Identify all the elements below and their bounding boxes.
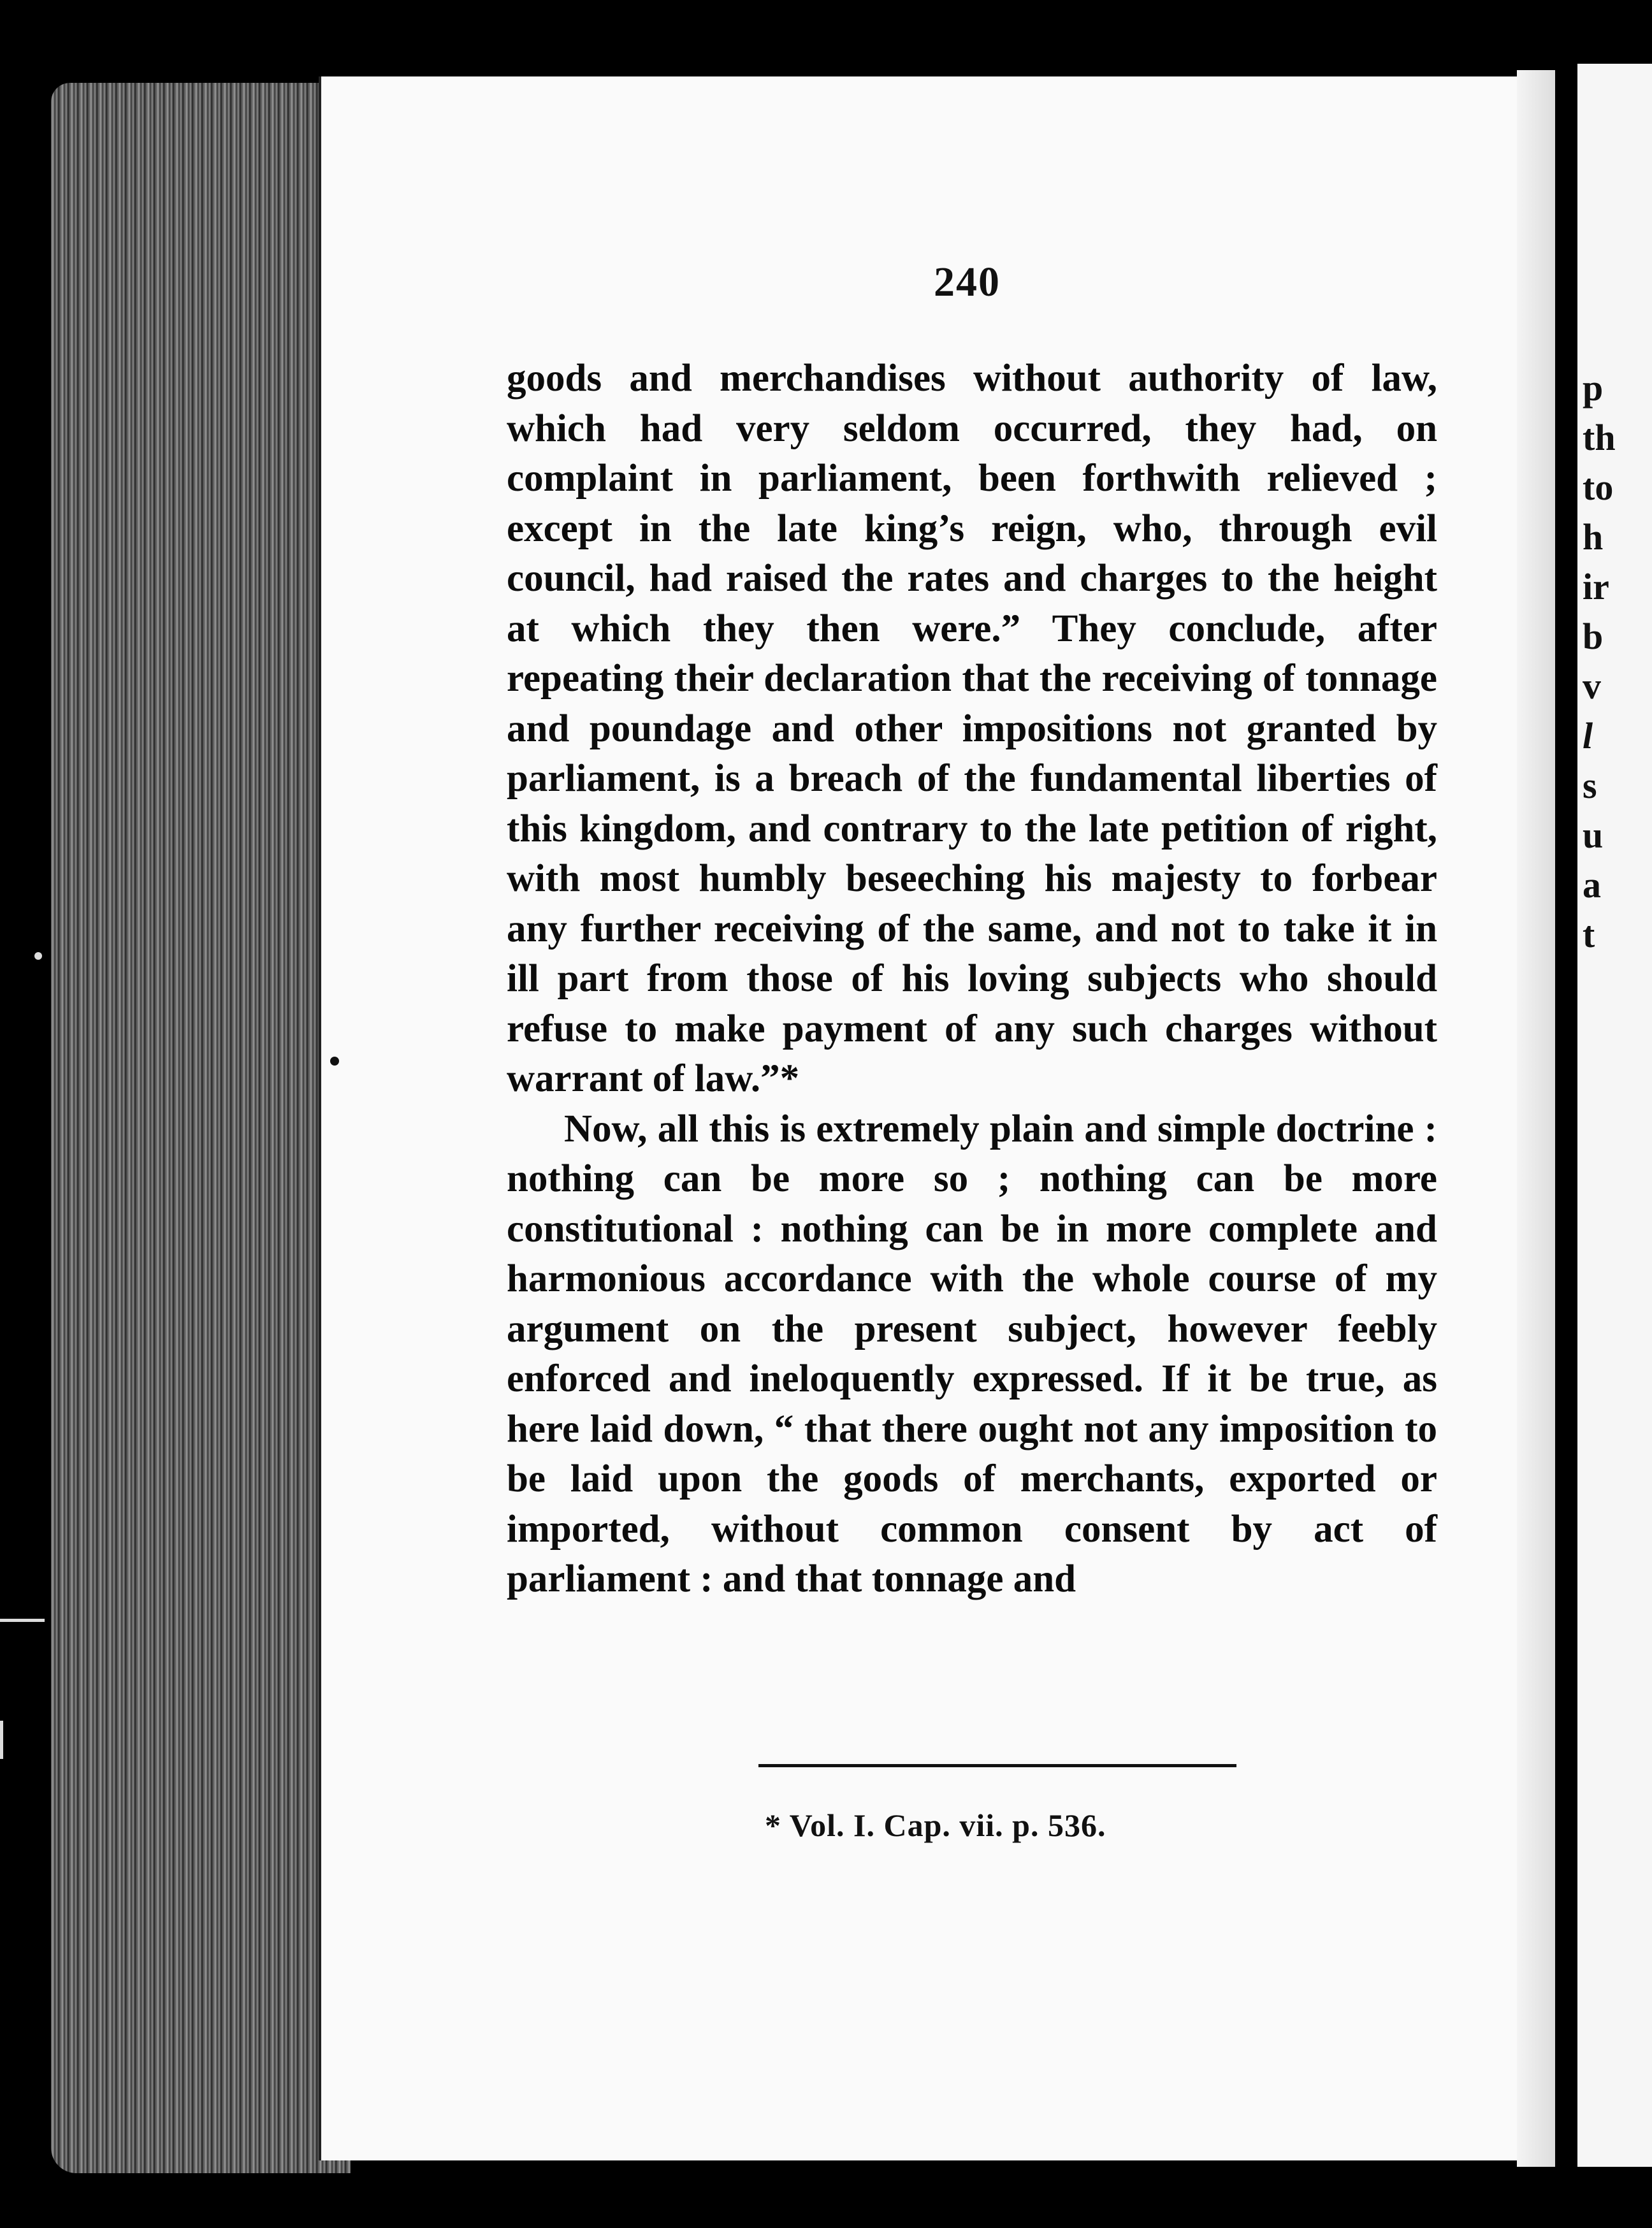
facing-fragment: b [1583,616,1604,657]
facing-fragment: a [1583,864,1601,906]
facing-fragment: h [1583,516,1604,558]
facing-fragment: th [1583,417,1616,458]
facing-fragment: ir [1583,566,1609,607]
footnote: * Vol. I. Cap. vii. p. 536. [765,1807,1106,1843]
facing-fragment: v [1583,665,1601,707]
paragraph: goods and merchandises without authority of law, which had very seldom occurred, they had, on complaint in parliament, been forthwith relieved ; except in the late king’s reign, who, through evil council, had raised the rates and charges to the height at which they then were.” They conclude, after repeating their declaration that the receiving of tonnage and poundage and other impositions not granted by parliament, is a breach of the fundamental liberties of this kingdom, and contrary to the late petition of right, with most humbly beseeching his majesty to forbear any further receiving of the same, and not to take it in ill part from those of his loving subjects who should refuse to make payment of any such charges without warrant of law.”* [507,357,1437,1100]
facing-fragment: u [1583,814,1604,856]
facing-fragment: p [1583,367,1604,409]
paragraph: Now, all this is extremely plain and simple doctrine : nothing can be more so ; nothing can be more constitutional : nothing can be in more complete and harmonious accordance with the whole course of my argument on the present subject, however feebly enforced and ineloquently expressed. If it be true, as here laid down, “ that there ought not any imposition to be laid upon the goods of merchants, exported or imported, without common consent by act of parliament : and that tonnage and [507,1107,1437,1600]
page-number: 240 [934,259,1001,305]
facing-fragment: l [1583,715,1593,756]
facing-fragment: s [1583,765,1597,806]
facing-fragment: t [1583,914,1595,955]
facing-fragment: to [1583,467,1614,508]
